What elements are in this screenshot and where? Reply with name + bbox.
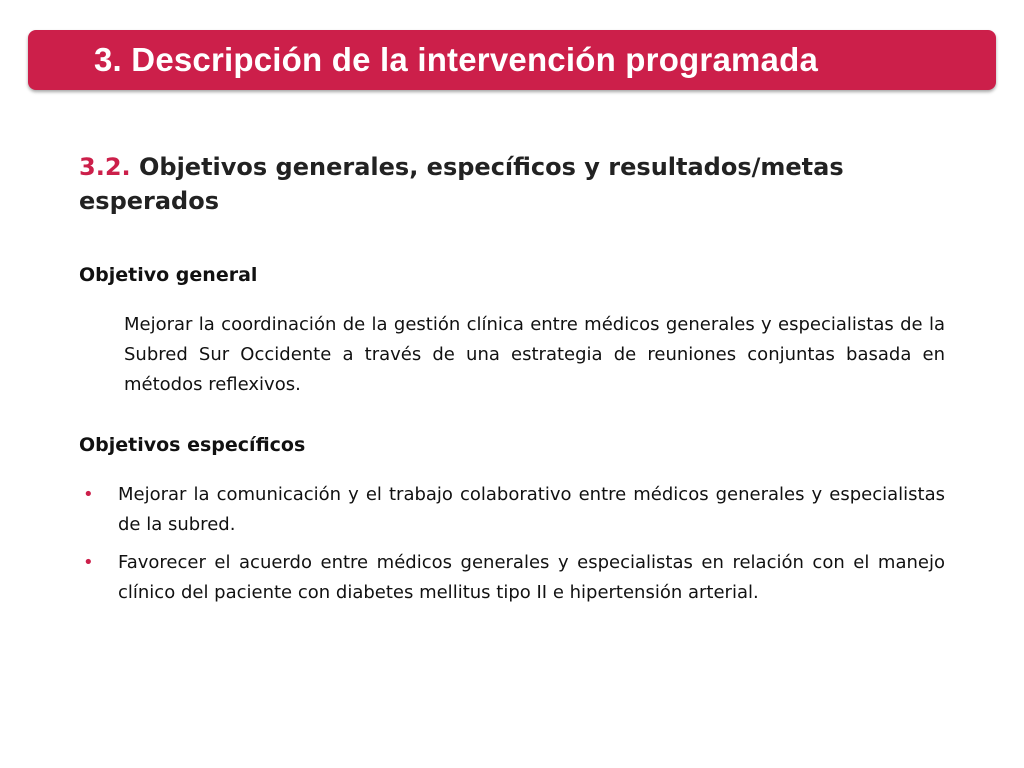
section-number: 3.2. <box>79 153 131 181</box>
slide-title: 3. Descripción de la intervención programada <box>94 41 819 78</box>
section-title: Objetivos generales, específicos y resultados/metas esperados <box>79 153 844 215</box>
list-item-text: Mejorar la comunicación y el trabajo colaborativo entre médicos generales y especialistas de la subred. <box>118 484 945 535</box>
section-heading <box>79 150 945 218</box>
general-objective-text: Mejorar la coordinación de la gestión clínica entre médicos generales y especialistas de la Subred Sur Occidente a través de una estrategia de reuniones conjuntas basada en métodos reflexivos. <box>124 314 945 395</box>
specific-objectives-heading: Objetivos específicos <box>79 434 306 456</box>
list-item <box>79 480 945 540</box>
bullet-icon: • <box>83 552 94 573</box>
general-objective-heading: Objetivo general <box>79 264 258 286</box>
slide-body <box>79 150 945 616</box>
bullet-icon: • <box>83 484 94 505</box>
list-item-text: Favorecer el acuerdo entre médicos generales y especialistas en relación con el manejo clínico del paciente con diabetes mellitus tipo II e hipertensión arterial. <box>118 552 945 603</box>
specific-objectives-list <box>79 480 945 608</box>
list-item <box>79 548 945 608</box>
